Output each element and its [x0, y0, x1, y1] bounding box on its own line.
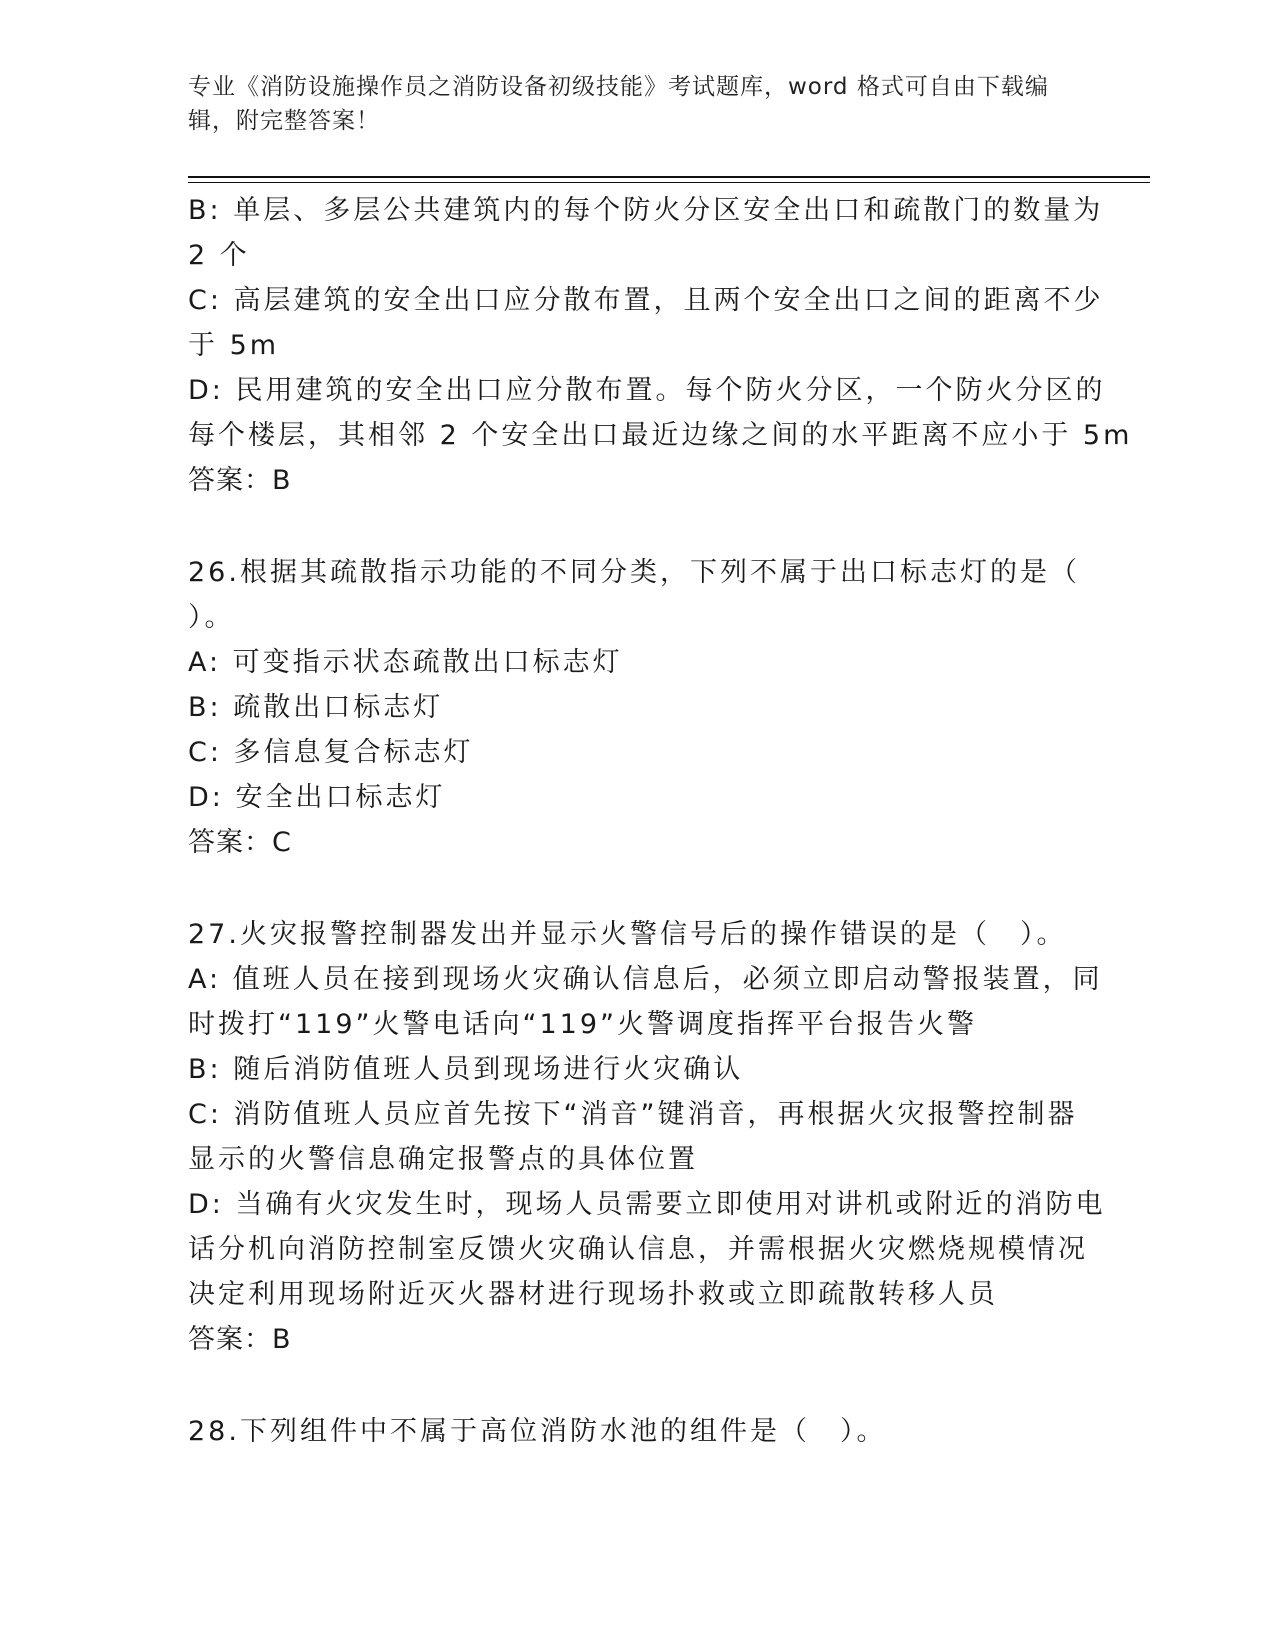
question-26 — [188, 550, 1088, 865]
question-27-option-d-line-2: 话分机向消防控制室反馈火灾确认信息，并需根据火灾燃烧规模情况 — [188, 1234, 1088, 1265]
question-28 — [188, 1409, 1088, 1454]
question-26-option-d: D: 安全出口标志灯 — [188, 782, 446, 813]
option-c-line-2: 于 5m — [188, 330, 280, 361]
question-content — [188, 188, 1133, 1454]
spacer — [188, 503, 1088, 550]
question-26-option-b: B: 疏散出口标志灯 — [188, 692, 444, 723]
question-26-stem-line-1: 26.根据其疏散指示功能的不同分类，下列不属于出口标志灯的是（ — [188, 557, 1080, 588]
question-27-option-a-line-1: A: 值班人员在接到现场火灾确认信息后，必须立即启动警报装置，同 — [188, 964, 1103, 995]
answer-25: 答案：B — [188, 465, 292, 496]
question-27-option-a-line-2: 时拨打“119”火警电话向“119”火警调度指挥平台报告火警 — [188, 1009, 978, 1040]
document-header — [188, 70, 1068, 138]
option-b-line-2: 2 个 — [188, 240, 250, 271]
question-25-continuation — [188, 188, 1133, 503]
question-26-option-a: A: 可变指示状态疏散出口标志灯 — [188, 647, 623, 678]
question-27-option-d-line-3: 决定利用现场附近灭火器材进行现场扑救或立即疏散转移人员 — [188, 1279, 998, 1310]
header-rule-thick — [188, 176, 1150, 178]
option-b-line-1: B: 单层、多层公共建筑内的每个防火分区安全出口和疏散门的数量为 — [188, 195, 1104, 226]
option-d-line-2: 每个楼层，其相邻 2 个安全出口最近边缘之间的水平距离不应小于 5m — [188, 420, 1133, 451]
question-26-option-c: C: 多信息复合标志灯 — [188, 737, 474, 768]
option-d-line-1: D: 民用建筑的安全出口应分散布置。每个防火分区，一个防火分区的 — [188, 375, 1106, 406]
question-26-stem-line-2: ）。 — [188, 602, 235, 633]
question-27-option-d-line-1: D: 当确有火灾发生时，现场人员需要立即使用对讲机或附近的消防电 — [188, 1189, 1106, 1220]
spacer — [188, 865, 1088, 912]
question-27-option-c-line-1: C: 消防值班人员应首先按下“消音”键消音，再根据火灾报警控制器 — [188, 1099, 1078, 1130]
answer-26: 答案：C — [188, 827, 292, 858]
question-27 — [188, 912, 1106, 1362]
question-27-option-c-line-2: 显示的火警信息确定报警点的具体位置 — [188, 1144, 698, 1175]
header-line-1: 专业《消防设施操作员之消防设备初级技能》考试题库，word 格式可自由下载编 — [188, 74, 1049, 100]
header-line-2: 辑，附完整答案！ — [188, 108, 380, 134]
header-rule-thin — [188, 182, 1150, 183]
answer-27: 答案：B — [188, 1324, 292, 1355]
spacer — [188, 1362, 1088, 1409]
question-28-stem: 28.下列组件中不属于高位消防水池的组件是（ ）。 — [188, 1416, 887, 1447]
question-27-option-b: B: 随后消防值班人员到现场进行火灾确认 — [188, 1054, 744, 1085]
question-27-stem: 27.火灾报警控制器发出并显示火警信号后的操作错误的是（ ）。 — [188, 919, 1067, 950]
option-c-line-1: C: 高层建筑的安全出口应分散布置，且两个安全出口之间的距离不少 — [188, 285, 1104, 316]
